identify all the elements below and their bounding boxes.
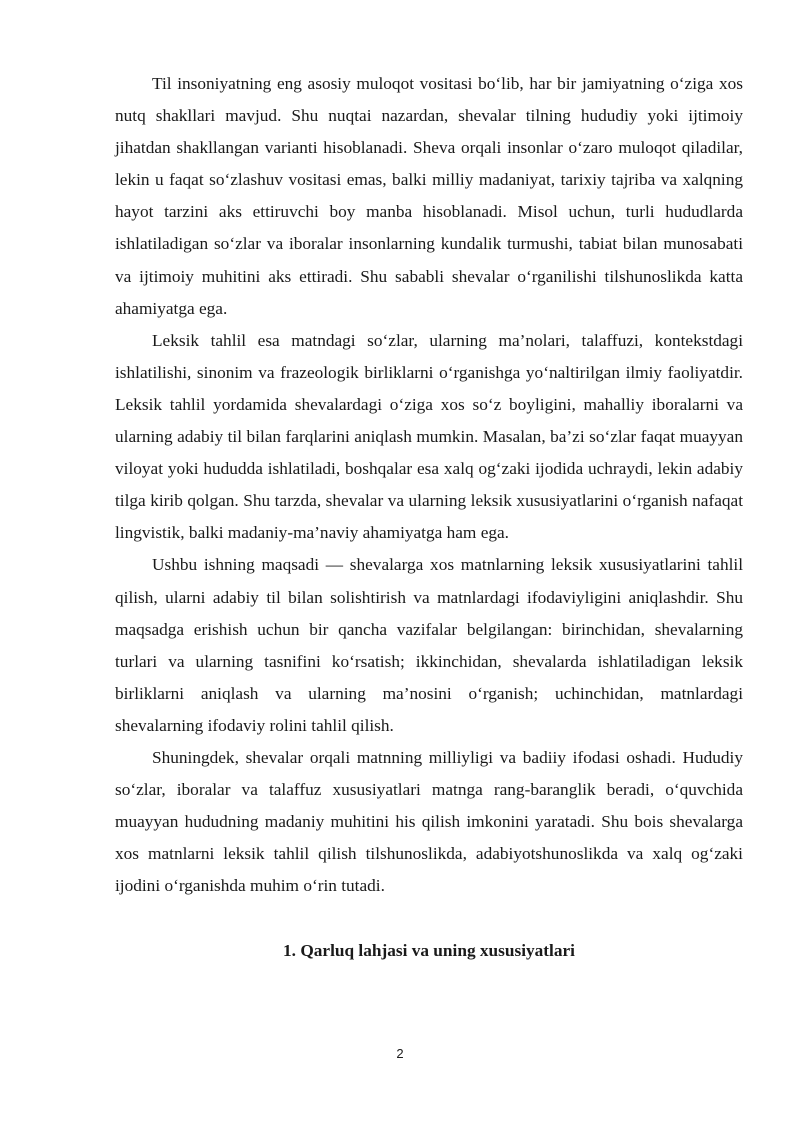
document-page bbox=[115, 68, 743, 967]
paragraph-purpose: Ushbu ishning maqsadi — shevalarga xos matnlarning leksik xususiyatlarini tahlil qilish, ularni adabiy til bilan solishtirish va matnlardagi ifodaviyligini aniqlashdir. Shu maqsadga erishish uchun bir qancha vazifalar belgilangan: birinchidan, shevalarning turlari va ularning tasnifini ko‘rsatish; ikkinchidan, shevalarda ishlatiladigan leksik birliklarni aniqlash va ularning ma’nosini o‘rganish; uchinchidan, matnlardagi shevalarning ifodaviy rolini tahlil qilish. bbox=[115, 555, 743, 735]
paragraph-lexical-analysis: Leksik tahlil esa matndagi so‘zlar, ularning ma’nolari, talaffuzi, kontekstdagi ishlatilishi, sinonim va frazeologik birliklarni o‘rganishga yo‘naltirilgan ilmiy faoliyatdir. Leksik tahlil yordamida shevalardagi o‘ziga xos so‘z boyligini, mahalliy iboralarni va ularning adabiy til bilan farqlarini aniqlash mumkin. Masalan, ba’zi so‘zlar faqat muayyan viloyat yoki hududda ishlatiladi, boshqalar esa xalq og‘zaki ijodida uchraydi, lekin adabiy tilga kirib qolgan. Shu tarzda, shevalar va ularning leksik xususiyatlarini o‘rganish nafaqat lingvistik, balki madaniy-ma’naviy ahamiyatga ham ega. bbox=[115, 330, 743, 543]
paragraph-intro: Til insoniyatning eng asosiy muloqot vositasi bo‘lib, har bir jamiyatning o‘ziga xos nutq shakllari mavjud. Shu nuqtai nazardan, shevalar tilning hududiy yoki ijtimoiy jihatdan shakllangan varianti hisoblanadi. Sheva orqali insonlar o‘zaro muloqot qiladilar, lekin u faqat so‘zlashuv vositasi emas, balki milliy madaniyat, tarixiy tajriba va xalqning hayot tarzini aks ettiruvchi boy manba hisoblanadi. Misol uchun, turli hududlarda ishlatiladigan so‘zlar va iboralar insonlarning kundalik turmushi, tabiat bilan munosabati va ijtimoiy muhitini aks ettiradi. Shu sababli shevalar o‘rganilishi tilshunoslikda katta ahamiyatga ega. bbox=[115, 74, 743, 318]
section-heading: 1. Qarluq lahjasi va uning xususiyatlari bbox=[283, 941, 575, 961]
page-number: 2 bbox=[396, 1046, 404, 1061]
paragraph-conclusion: Shuningdek, shevalar orqali matnning milliyligi va badiiy ifodasi oshadi. Hududiy so‘zlar, iboralar va talaffuz xususiyatlari matnga rang-baranglik beradi, o‘quvchida muayyan hududning madaniy muhitini his qilish imkonini yaratadi. Shu bois shevalarga xos matnlarni leksik tahlil qilish tilshunoslikda, adabiyotshunoslikda va xalq og‘zaki ijodini o‘rganishda muhim o‘rin tutadi. bbox=[115, 747, 743, 896]
